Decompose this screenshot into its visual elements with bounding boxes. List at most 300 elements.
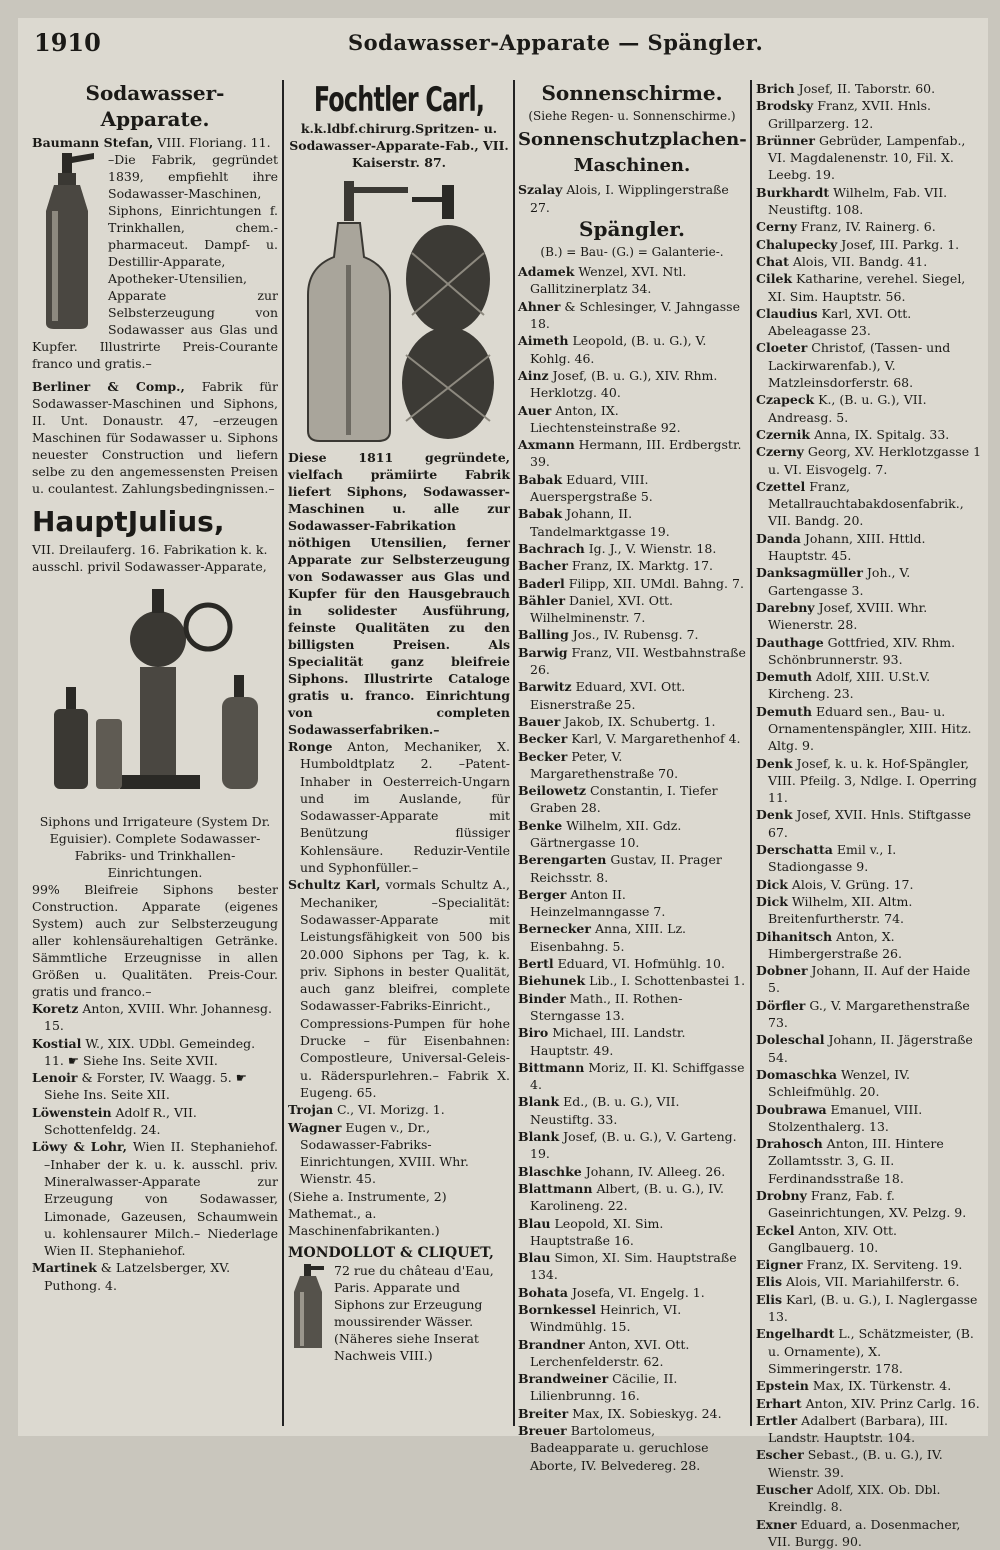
list-item (518, 557, 746, 574)
list-item (518, 1128, 746, 1163)
entry-name: Bähler (518, 592, 566, 608)
entry-name: Darebny (756, 599, 815, 615)
entry-text: Emil v., I. Stadiongasse 9. (768, 842, 897, 875)
entry-text: Max, IX. Türkenstr. 4. (812, 1378, 952, 1394)
entry-name: Berger (518, 886, 567, 902)
list-item (518, 1336, 746, 1371)
column-divider (282, 80, 284, 1426)
entry-name: Eigner (756, 1257, 803, 1273)
entry-text: K., (B. u. G.), VII. Andreasg. 5. (768, 392, 927, 425)
entry-text: Filipp, XII. UMdl. Bahng. 7. (568, 575, 744, 591)
entry-name: Cilek (756, 271, 793, 287)
entry-text: Katharine, verehel. Siegel, XI. Sim. Hauptstr. 56. (768, 271, 966, 304)
list-item (518, 955, 746, 972)
list-item (32, 1069, 278, 1104)
entry-text: Wenzel, IV. Schleifmühlg. 20. (768, 1066, 910, 1100)
entry-text: Franz, IV. Rainerg. 6. (800, 219, 936, 235)
list-item (518, 1024, 746, 1059)
entry-name: Axmann (518, 437, 575, 453)
entry-name: Brünner (756, 132, 815, 148)
list-item (756, 876, 982, 893)
entry-text: Anna, IX. Spitalg. 33. (814, 426, 950, 442)
column-divider (750, 80, 752, 1426)
entry-text: Anton, IX. Liechtensteinstraße 92. (530, 402, 681, 435)
advertisement-text: –Die Fabrik, gegründet 1839, empfiehlt ihre Sodawasser-Maschinen, Siphons, Einrichtungen f. Trinkhallen, chem.-pharmaceut. Dampf- u. Destillir-Apparate, Apotheker-Utensilien, Apparate zur Selbsterzeugung von Sodawasser aus Glas und Kupfer. Illustrirte Preis-Courante franco und gratis.– (32, 152, 278, 371)
entry-name: Ainz (518, 367, 549, 383)
list-item (518, 1059, 746, 1094)
entry-name: Chat (756, 253, 789, 269)
entry-text: Peter, V. Margarethenstraße 70. (530, 748, 679, 781)
entry-text: Ig. J., V. Wienstr. 18. (588, 540, 717, 556)
entry-name: Czerny (756, 444, 804, 460)
entry-text: Karl, XVI. Ott. Abeleagasse 23. (768, 305, 912, 339)
entry-text: Johann, II. Auf der Haide 5. (768, 963, 971, 996)
list-item (756, 530, 982, 565)
entry-text: Adalbert (Barbara), III. Landstr. Hauptstr. 104. (768, 1412, 949, 1446)
page-header (18, 26, 988, 62)
advertisement-text: Diese 1811 gegründete, vielfach prämiirte Fabrik liefert Siphons, Sodawasser-Maschinen u. alle zur Sodawasser-Fabrikation nöthigen Utensilien, ferner Apparate zur Selbsterzeugung von Sodawasser aus Glas und Kupfer für den Hausgebrauch in solidester Ausführung, feinste Qualitäten zu den billigsten Preisen. Als Specialität ganz bleifreie Siphons. Illustrirte Cataloge gratis u. franco. Einrichtung von completen Sodawasserfabriken.– (288, 450, 510, 737)
entry-name: Dörfler (756, 997, 806, 1013)
entry-text: Josef, (B. u. G.), V. Garteng. 19. (530, 1129, 737, 1162)
entry-name: Blattmann (518, 1180, 593, 1196)
entry-name: Danda (756, 530, 801, 546)
entry-text: L., Schätzmeister, (B. u. Ornamente), X. Simmeringerstr. 178. (768, 1326, 974, 1376)
entry-name: Blau (518, 1250, 551, 1266)
list-item (288, 876, 510, 1101)
entry-text: Gebrüder, Lampenfab., VI. Magdalenenstr. 10, Fil. X. Leebg. 19. (768, 132, 966, 183)
entry-text: & Schlesinger, V. Jahngasse 18. (530, 298, 740, 332)
entry-text: Bartolomeus, Badeapparate u. geruchlose Aborte, IV. Belvedereg. 28. (530, 1423, 709, 1473)
list-item (756, 1377, 982, 1394)
list-item (756, 599, 982, 634)
entry-name: Eckel (756, 1222, 795, 1238)
entry-name: Elis (756, 1291, 783, 1307)
entry-name: Drobny (756, 1188, 807, 1203)
list-item (518, 972, 746, 989)
entry-text: Anton, XIV. Prinz Carlg. 16. (805, 1395, 980, 1411)
list-item (756, 80, 982, 97)
entry-text: Josef, III. Parkg. 1. (841, 236, 960, 252)
section-title: Sonnenschutzplachen-Maschinen. (518, 129, 747, 177)
list-item (518, 181, 746, 216)
entry-name: Szalay (518, 182, 563, 198)
entry-text: Anna, XIII. Lz. Eisenbahng. 5. (530, 921, 686, 954)
entry-text: Wilhelm, XII. Altm. Breitenfurtherstr. 74. (768, 893, 913, 927)
entry-name: Koretz (32, 1001, 79, 1016)
list-item (518, 1422, 746, 1474)
entry-name: Babak (518, 471, 563, 487)
entry-text: Constantin, I. Tiefer Graben 28. (530, 783, 718, 816)
list-item (756, 997, 982, 1032)
entry-name: Bittmann (518, 1059, 585, 1075)
advertiser-text: Siphons und Irrigateure (System Dr. Eguisier). Complete Sodawasser-Fabriks- und Trinkhallen-Einrichtungen. (39, 814, 271, 880)
entry-text: Anton, XVIII. Whr. Johannesg. 15. (44, 1001, 273, 1034)
entry-text: Alois, VII. Bandg. 41. (792, 253, 928, 269)
entry-text: Leopold, (B. u. G.), V. Kohlg. 46. (530, 333, 707, 366)
list-item (518, 886, 746, 921)
entry-text: Anton, XVI. Ott. Lerchenfelderstr. 62. (530, 1336, 690, 1369)
list-item (756, 253, 982, 270)
advertiser-text: VII. Dreilauferg. 16. Fabrikation k. k. ausschl. privil Sodawasser-Apparate, (32, 542, 268, 574)
entry-text: Gottfried, XIV. Rhm. Schönbrunnerstr. 93. (768, 634, 956, 667)
entry-text: Anton, X. Himbergerstraße 26. (768, 928, 902, 961)
entry-text: vormals Schultz A., Mechaniker, –Specialität: Sodawasser-Apparate mit Leistungsfähigkeit von 500 bis 20.000 Siphons per Tag, k. k. priv. Siphons in bester Qualität, auch ganz bleifrei, complete Sodawasser-Fabriks-Einricht., Compressions-Pumpen für hohe Drucke – für Eisenbahnen: Compostleure, Universal-Geleis- u. Räderspurlehren.– Fabrik X. Eugeng. 65. (300, 877, 510, 1100)
advertisement-text: 72 rue du château d'Eau, Paris. Apparate und Siphons zur Erzeugung moussirender Wässer. (Näheres siehe Inserat Nachweis VIII.) (334, 1263, 494, 1364)
entry-name: Benke (518, 817, 563, 833)
entry-name: Biro (518, 1025, 549, 1041)
entry-text: Ed., (B. u. G.), VII. Neustiftg. 33. (530, 1094, 680, 1127)
entry-name: Becker (518, 731, 568, 747)
entry-name: Wagner (288, 1119, 342, 1135)
entry-text: & Forster, IV. Waagg. 5. ☛ Siehe Ins. Seite XII. (44, 1070, 247, 1103)
list-item (32, 1138, 278, 1259)
entry-text: Wenzel, XVI. Ntl. Gallitzinerplatz 34. (530, 264, 687, 297)
list-item (518, 626, 746, 643)
entry-name: Beilowetz (518, 783, 586, 799)
entry-name: Ronge (288, 739, 333, 754)
list-item (756, 1256, 982, 1273)
entry-name: Babak (518, 506, 563, 522)
cross-reference-note: (Siehe Regen- u. Sonnenschirme.) (528, 109, 736, 123)
entry-text: Leopold, XI. Sim. Hauptstraße 16. (530, 1215, 664, 1248)
entry-name: Doubrawa (756, 1101, 827, 1117)
list-item (756, 305, 982, 340)
entry-name: Bornkessel (518, 1302, 596, 1317)
entry-name: Blank (518, 1129, 560, 1145)
list-item (518, 920, 746, 955)
list-item (756, 1187, 982, 1222)
list-item (756, 184, 982, 219)
entry-name: Demuth (756, 703, 812, 719)
list-item (518, 575, 746, 592)
soda-apparatus-illustration (40, 579, 270, 809)
column-2 (288, 80, 510, 1426)
entry-name: Dauthage (756, 634, 824, 650)
list-item (288, 1101, 510, 1118)
list-item (518, 367, 746, 402)
entry-list (756, 80, 982, 1550)
entry-text: Cäcilie, II. Lilienbrunng. 16. (530, 1371, 678, 1404)
entry-text: Karl, (B. u. G.), I. Naglergasse 13. (768, 1291, 978, 1325)
entry-name: Denk (756, 807, 793, 823)
column-divider (513, 80, 515, 1426)
siphon-bottle-illustration (32, 151, 102, 331)
entry-name: Breuer (518, 1423, 567, 1439)
entry-text: Josef, (B. u. G.), XIV. Rhm. Herklotzg. 40. (530, 367, 718, 401)
entry-text: Wien II. Stephaniehof. –Inhaber der k. u. k. ausschl. priv. Mineralwasser-Apparate zur Erzeugung von Sodawasser, Limonade, Gazeusen, Schaumwein u. kohlensaurer Milch.– Niederlage Wien II. Stephaniehof. (44, 1139, 278, 1259)
entry-text: Jakob, IX. Schubertg. 1. (564, 713, 716, 729)
entry-name: Brodsky (756, 98, 814, 114)
entry-text: Wilhelm, XII. Gdz. Gärtnergasse 10. (530, 817, 682, 850)
section-title: Sodawasser-Apparate. (85, 81, 225, 131)
section-title: Sonnenschirme. (541, 81, 723, 105)
entry-name: Schultz Karl, (288, 877, 381, 893)
entry-name: Czettel (756, 478, 806, 494)
entry-name: Danksagmüller (756, 565, 863, 581)
entry-name: Bernecker (518, 921, 591, 937)
entry-text: Christof, (Tassen- und Lackirwarenfab.), V. Matzleinsdorferstr. 68. (768, 340, 951, 391)
entry-name: Czapeck (756, 392, 815, 408)
entry-text: Emanuel, VIII. Stolzenthalerg. 13. (768, 1101, 923, 1134)
entry-text: Franz, IX. Serviteng. 19. (806, 1257, 963, 1273)
entry-text: Franz, XVII. Hnls. Grillparzerg. 12. (768, 98, 931, 131)
entry-name: Biehunek (518, 973, 586, 989)
entry-text: Hermann, III. Erdbergstr. 39. (530, 437, 742, 470)
advertiser-text: k.k.ldbf.chirurg.Spritzen- u. Sodawasser-Apparate-Fab., VII. Kaiserstr. 87. (289, 121, 509, 170)
entry-name: Auer (518, 402, 552, 418)
advertisement-block (32, 151, 278, 372)
list-item (32, 1259, 278, 1294)
list-item (756, 703, 982, 755)
advertiser-name-large: HauptJulius, (32, 505, 225, 538)
entry-text: C., VI. Morizg. 1. (337, 1102, 445, 1118)
entry-name: Trojan (288, 1102, 334, 1118)
entry-text: Josefa, VI. Engelg. 1. (571, 1284, 705, 1300)
list-item (518, 817, 746, 852)
entry-name: Cloeter (756, 340, 808, 356)
entry-name: Dick (756, 876, 788, 892)
entry-name: Escher (756, 1447, 804, 1463)
list-item (756, 97, 982, 132)
entry-text: Max, IX. Sobieskyg. 24. (572, 1405, 722, 1421)
entry-text: Lib., I. Schottenbastei 1. (589, 973, 746, 989)
entry-text: Alois, I. Wipplingerstraße 27. (530, 182, 729, 215)
advertiser-name: Berliner & Comp., (32, 379, 185, 394)
entry-name: Czernik (756, 426, 811, 442)
entry-name: Brandner (518, 1336, 585, 1352)
entry-name: Chalupecky (756, 236, 838, 252)
advertisement-block (288, 1262, 510, 1364)
list-item (756, 1325, 982, 1377)
list-item (518, 402, 746, 437)
advertiser-text: 99% Bleifreie Siphons bester Construction. Apparate (eigenes System) auch zur Selbsterzeugung aller kohlensäurehaltigen Getränke. Sämmtliche Erzeugnisse in allen Größen u. Qualitäten. Preis-Cour. gratis und franco.– (32, 882, 278, 999)
see-also-note: (Siehe a. Instrumente, 2) Mathemat., a. Maschinenfabrikanten.) (288, 1188, 447, 1238)
list-item (756, 218, 982, 235)
entry-name: Bachrach (518, 540, 585, 556)
entry-name: Euscher (756, 1482, 813, 1498)
entry-name: Blank (518, 1094, 560, 1110)
column-4 (756, 80, 982, 1549)
entry-name: Demuth (756, 669, 812, 685)
list-item (518, 782, 746, 817)
entry-text: Eduard, VI. Hofmühlg. 10. (557, 956, 725, 972)
entry-text: Anton, XIV. Ott. Ganglbauerg. 10. (768, 1222, 898, 1255)
entry-name: Erhart (756, 1395, 802, 1411)
list-item (518, 592, 746, 627)
entry-name: Domaschka (756, 1066, 837, 1082)
entry-name: Doleschal (756, 1032, 825, 1048)
entry-text: Josef, k. u. k. Hof-Spängler, VIII. Pfeilg. 3, Ndlge. I. Operring 11. (768, 755, 977, 806)
entry-text: & Latzelsberger, XV. Puthong. 4. (44, 1260, 231, 1293)
entry-name: Becker (518, 748, 568, 764)
list-item (518, 713, 746, 730)
entry-name: Denk (756, 755, 793, 771)
entry-text: Wilhelm, Fab. VII. Neustiftg. 108. (768, 184, 948, 218)
entry-text: Josef, II. Taborstr. 60. (798, 81, 936, 96)
entry-text: Karl, V. Margarethenhof 4. (571, 731, 741, 747)
column-3 (518, 80, 747, 1473)
entry-text: Eugen v., Dr., Sodawasser-Fabriks-Einrichtungen, XVIII. Whr. Wienstr. 45. (300, 1119, 469, 1187)
entry-text: Alois, V. Grüng. 17. (791, 876, 914, 892)
list-item (756, 755, 982, 807)
list-item (518, 1249, 746, 1284)
list-item (756, 1446, 982, 1481)
list-item (756, 1101, 982, 1136)
list-item (756, 1412, 982, 1447)
entry-name: Burkhardt (756, 184, 830, 200)
entry-name: Engelhardt (756, 1326, 835, 1342)
list-item (756, 443, 982, 478)
list-item (756, 1516, 982, 1550)
entry-text: Math., II. Rothen-Sterngasse 13. (530, 990, 683, 1023)
list-item (756, 1135, 982, 1187)
list-item (518, 471, 746, 506)
entry-text: Joh., V. Gartengasse 3. (768, 565, 911, 598)
entry-text: Heinrich, VI. Windmühlg. 15. (530, 1302, 682, 1335)
entry-name: Bacher (518, 558, 568, 574)
entry-name: Blau (518, 1215, 551, 1231)
entry-text: Eduard, VIII. Auerspergstraße 5. (530, 471, 653, 505)
list-item (518, 1093, 746, 1128)
entry-text: Anton II. Heinzelmanngasse 7. (530, 886, 666, 920)
advertiser-name: Baumann Stefan, (32, 135, 154, 150)
entry-name: Claudius (756, 305, 818, 321)
list-item (756, 634, 982, 669)
list-item (32, 1000, 278, 1035)
entry-text: Michael, III. Landstr. Hauptstr. 49. (530, 1025, 686, 1058)
entry-name: Drahosch (756, 1136, 823, 1152)
list-item (518, 1180, 746, 1215)
list-item (518, 1215, 746, 1250)
list-item (518, 678, 746, 713)
advertiser-address: VIII. Floriang. 11. (157, 135, 271, 150)
list-item (518, 540, 746, 557)
entry-name: Epstein (756, 1378, 809, 1394)
entry-text: Jos., IV. Rubensg. 7. (572, 627, 699, 643)
entry-text: Alois, VII. Mariahilferstr. 6. (786, 1274, 960, 1290)
entry-text: Franz, Metallrauchtabakdosenfabrik., VII. Bandg. 20. (768, 478, 964, 529)
list-item (756, 391, 982, 426)
page-number: 1910 (34, 28, 101, 57)
list-item (756, 1031, 982, 1066)
entry-text: Daniel, XVI. Ott. Wilhelminenstr. 7. (530, 592, 673, 626)
entry-text: Adolf, XIII. U.St.V. Kircheng. 23. (768, 669, 931, 702)
list-item (756, 1273, 982, 1290)
entry-name: Brich (756, 81, 795, 96)
list-item (288, 738, 510, 876)
entry-text: Albert, (B. u. G.), IV. Karolineng. 22. (530, 1180, 724, 1214)
list-item (288, 1119, 510, 1188)
siphon-bottles-illustration (294, 175, 504, 445)
entry-name: Bohata (518, 1284, 568, 1300)
advertiser-entry (32, 134, 278, 151)
entry-text: Sebast., (B. u. G.), IV. Wienstr. 39. (768, 1447, 943, 1480)
entry-name: Derschatta (756, 842, 833, 858)
advertiser-text: Fabrik für Sodawasser-Maschinen und Siphons, II. Unt. Donaustr. 47, –erzeugen Maschinen für Sodawasser u. Siphons neuester Construction und liefern selbe zu den angemessensten Preisen u. coulantest. Zahlungsbedingnissen.– (32, 379, 278, 496)
entry-text: Josef, XVII. Hnls. Stiftgasse 67. (768, 807, 971, 840)
siphon-bottle-illustration (288, 1262, 328, 1352)
list-item (518, 990, 746, 1025)
entry-list (32, 1000, 278, 1294)
entry-text: Anton, III. Hintere Zollamtsstr. 3, G. II. Ferdinandsstraße 18. (768, 1136, 944, 1186)
list-item (518, 505, 746, 540)
entry-name: Elis (756, 1274, 783, 1290)
entry-name: Aimeth (518, 333, 569, 349)
entry-name: Brandweiner (518, 1371, 609, 1387)
entry-text: Franz, VII. Westbahnstraße 26. (530, 644, 746, 678)
entry-text: W., XIX. UDbl. Gemeindeg. 11. ☛ Siehe Ins. Seite XVII. (44, 1035, 256, 1068)
list-item (518, 748, 746, 783)
list-item (756, 339, 982, 391)
entry-name: Blaschke (518, 1163, 582, 1179)
list-item (756, 478, 982, 530)
advertiser-entry (32, 378, 278, 497)
entry-text: Josef, XVIII. Whr. Wienerstr. 28. (768, 599, 928, 633)
list-item (518, 851, 746, 886)
list-item (756, 1395, 982, 1412)
entry-name: Berengarten (518, 852, 607, 868)
entry-text: Johann, II. Tandelmarktgasse 19. (530, 506, 670, 539)
section-title: Spängler. (579, 216, 685, 241)
entry-name: Barwitz (518, 679, 572, 695)
list-item (756, 928, 982, 963)
entry-name: Lenoir (32, 1070, 78, 1086)
entry-name: Bertl (518, 956, 554, 972)
running-head: Sodawasser-Apparate — Spängler. (348, 30, 764, 55)
entry-name: Barwig (518, 644, 568, 660)
list-item (756, 893, 982, 928)
list-item (32, 1104, 278, 1139)
list-item (756, 806, 982, 841)
list-item (756, 236, 982, 253)
list-item (518, 1163, 746, 1180)
column-1 (32, 80, 278, 1426)
entry-name: Exner (756, 1516, 797, 1532)
list-item (518, 332, 746, 367)
entry-text: Eduard, a. Dosenmacher, VII. Burgg. 90. (768, 1516, 961, 1549)
entry-name: Ahner (518, 298, 561, 314)
entry-name: Löwy & Lohr, (32, 1139, 128, 1155)
entry-text: Johann, XIII. Httld. Hauptstr. 45. (768, 530, 926, 564)
entry-name: Cerny (756, 219, 797, 235)
entry-name: Balling (518, 627, 569, 643)
entry-text: Eduard, XVI. Ott. Eisnerstraße 25. (530, 679, 686, 712)
entry-text: Gustav, II. Prager Reichsstr. 8. (530, 852, 722, 885)
entry-name: Dick (756, 893, 788, 909)
entry-name: Dobner (756, 963, 808, 979)
list-item (756, 564, 982, 599)
directory-page (18, 18, 988, 1549)
list-item (756, 1222, 982, 1257)
entry-text: Adolf R., VII. Schottenfeldg. 24. (44, 1104, 197, 1138)
entry-text: Johann, II. Jägerstraße 54. (768, 1032, 973, 1065)
list-item (518, 1301, 746, 1336)
entry-text: Simon, XI. Sim. Hauptstraße 134. (530, 1250, 737, 1283)
list-item (756, 668, 982, 703)
list-item (756, 962, 982, 997)
entry-text: G., V. Margarethenstraße 73. (768, 997, 970, 1031)
list-item (518, 1284, 746, 1301)
entry-name: Adamek (518, 264, 575, 280)
list-item (518, 730, 746, 747)
advertiser-name: MONDOLLOT & CLIQUET, (288, 1244, 494, 1261)
list-item (756, 1066, 982, 1101)
entry-name: Martinek (32, 1260, 97, 1276)
entry-name: Dihanitsch (756, 928, 833, 944)
entry-list (518, 263, 746, 1474)
abbreviation-note: (B.) = Bau- (G.) = Galanterie-. (540, 244, 724, 259)
entry-text: Johann, IV. Alleeg. 26. (585, 1163, 726, 1179)
